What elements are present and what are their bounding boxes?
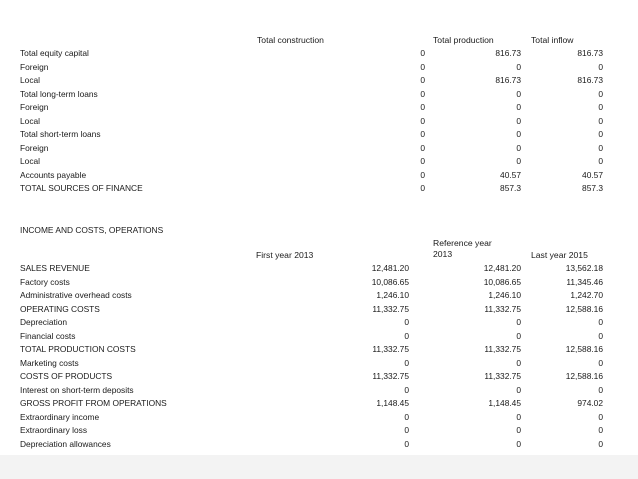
income-row-reference-year: 0: [516, 358, 521, 368]
finance-row-production: 0: [516, 102, 521, 112]
income-row-label: Marketing costs: [20, 358, 79, 368]
income-row-last-year: 0: [598, 317, 603, 327]
finance-row-construction: 0: [420, 129, 425, 139]
finance-row-inflow: 0: [598, 129, 603, 139]
income-row-label: Administrative overhead costs: [20, 290, 132, 300]
finance-row-production: 0: [516, 129, 521, 139]
finance-row-construction: 0: [420, 102, 425, 112]
income-row-label: Interest on short-term deposits: [20, 385, 134, 395]
income-row-first-year: 0: [404, 358, 409, 368]
finance-row-inflow: 0: [598, 62, 603, 72]
income-row-last-year: 12,588.16: [565, 371, 603, 381]
finance-row-label: Foreign: [20, 102, 49, 112]
finance-row-inflow: 857.3: [582, 183, 603, 193]
income-row-label: GROSS PROFIT FROM OPERATIONS: [20, 398, 167, 408]
income-row-first-year: 0: [404, 412, 409, 422]
section-title-income: INCOME AND COSTS, OPERATIONS: [20, 225, 164, 235]
finance-row-construction: 0: [420, 143, 425, 153]
finance-row-label: Accounts payable: [20, 170, 87, 180]
income-row-first-year: 1,246.10: [376, 290, 409, 300]
income-row-reference-year: 11,332.75: [484, 304, 521, 314]
income-row-reference-year: 0: [516, 439, 521, 449]
finance-row-inflow: 0: [598, 89, 603, 99]
finance-row-label: Foreign: [20, 62, 49, 72]
income-row-first-year: 0: [404, 425, 409, 435]
income-row-first-year: 11,332.75: [372, 344, 409, 354]
income-row-reference-year: 11,332.75: [484, 344, 521, 354]
income-row-reference-year: 1,148.45: [488, 398, 521, 408]
finance-row-production: 816.73: [495, 75, 521, 85]
income-row-last-year: 11,345.46: [566, 277, 603, 287]
finance-row-inflow: 0: [598, 156, 603, 166]
income-row-last-year: 12,588.16: [565, 304, 603, 314]
finance-row-label: Local: [20, 116, 41, 126]
income-row-reference-year: 0: [516, 412, 521, 422]
income-row-last-year: 0: [598, 439, 603, 449]
income-row-last-year: 1,242.70: [570, 290, 603, 300]
income-row-last-year: 0: [598, 385, 603, 395]
income-row-reference-year: 0: [516, 331, 521, 341]
finance-row-production: 0: [516, 143, 521, 153]
income-row-reference-year: 0: [516, 317, 521, 327]
income-row-label: COSTS OF PRODUCTS: [20, 371, 113, 381]
income-row-reference-year: 11,332.75: [484, 371, 521, 381]
finance-row-construction: 0: [420, 183, 425, 193]
finance-row-production: 857.3: [500, 183, 521, 193]
sheet-bottom-band: [0, 455, 638, 479]
header-total-inflow: Total inflow: [531, 35, 574, 45]
income-row-last-year: 0: [598, 425, 603, 435]
finance-row-production: 816.73: [495, 48, 521, 58]
finance-row-production: 0: [516, 62, 521, 72]
income-row-first-year: 0: [404, 331, 409, 341]
income-row-first-year: 0: [404, 317, 409, 327]
finance-row-construction: 0: [420, 170, 425, 180]
finance-row-label: Foreign: [20, 143, 49, 153]
finance-row-construction: 0: [420, 75, 425, 85]
income-row-label: Factory costs: [20, 277, 70, 287]
finance-row-inflow: 816.73: [577, 75, 603, 85]
income-row-first-year: 0: [404, 439, 409, 449]
finance-row-label: Total short-term loans: [20, 129, 101, 139]
income-row-reference-year: 0: [516, 425, 521, 435]
finance-row-production: 0: [516, 156, 521, 166]
finance-row-inflow: 0: [598, 116, 603, 126]
header-total-construction: Total construction: [257, 35, 324, 45]
finance-row-construction: 0: [420, 89, 425, 99]
income-row-label: Extraordinary loss: [20, 425, 88, 435]
income-row-last-year: 13,562.18: [565, 263, 603, 273]
income-row-last-year: 974.02: [577, 398, 603, 408]
income-row-reference-year: 12,481.20: [483, 263, 521, 273]
finance-row-construction: 0: [420, 48, 425, 58]
finance-row-construction: 0: [420, 116, 425, 126]
finance-row-label: Total equity capital: [20, 48, 89, 58]
income-row-first-year: 12,481.20: [371, 263, 409, 273]
income-row-label: Depreciation: [20, 317, 68, 327]
income-row-first-year: 1,148.45: [376, 398, 409, 408]
income-row-label: Financial costs: [20, 331, 76, 341]
income-row-reference-year: 1,246.10: [488, 290, 521, 300]
finance-row-label: Local: [20, 156, 41, 166]
header-total-production: Total production: [433, 35, 494, 45]
income-row-reference-year: 10,086.65: [483, 277, 521, 287]
income-row-first-year: 11,332.75: [372, 304, 409, 314]
header-last-year: Last year 2015: [531, 250, 588, 260]
income-row-label: SALES REVENUE: [20, 263, 90, 273]
finance-row-inflow: 40.57: [582, 170, 603, 180]
finance-row-construction: 0: [420, 156, 425, 166]
header-reference-year: Reference year: [433, 238, 492, 248]
finance-row-construction: 0: [420, 62, 425, 72]
header-first-year: First year 2013: [256, 250, 314, 260]
income-row-label: OPERATING COSTS: [20, 304, 100, 314]
income-row-label: Depreciation allowances: [20, 439, 111, 449]
income-row-last-year: 0: [598, 358, 603, 368]
finance-row-inflow: 816.73: [577, 48, 603, 58]
income-row-last-year: 0: [598, 412, 603, 422]
finance-row-inflow: 0: [598, 143, 603, 153]
finance-row-label: TOTAL SOURCES OF FINANCE: [20, 183, 143, 193]
income-row-last-year: 12,588.16: [565, 344, 603, 354]
finance-row-production: 40.57: [500, 170, 521, 180]
income-row-first-year: 11,332.75: [372, 371, 409, 381]
income-row-first-year: 10,086.65: [371, 277, 409, 287]
finance-row-production: 0: [516, 89, 521, 99]
income-row-label: TOTAL PRODUCTION COSTS: [20, 344, 136, 354]
income-row-first-year: 0: [404, 385, 409, 395]
income-row-reference-year: 0: [516, 385, 521, 395]
finance-row-inflow: 0: [598, 102, 603, 112]
finance-row-label: Total long-term loans: [20, 89, 98, 99]
finance-row-label: Local: [20, 75, 41, 85]
header-reference-year-value: 2013: [433, 249, 453, 259]
income-row-label: Extraordinary income: [20, 412, 100, 422]
income-row-last-year: 0: [598, 331, 603, 341]
finance-row-production: 0: [516, 116, 521, 126]
